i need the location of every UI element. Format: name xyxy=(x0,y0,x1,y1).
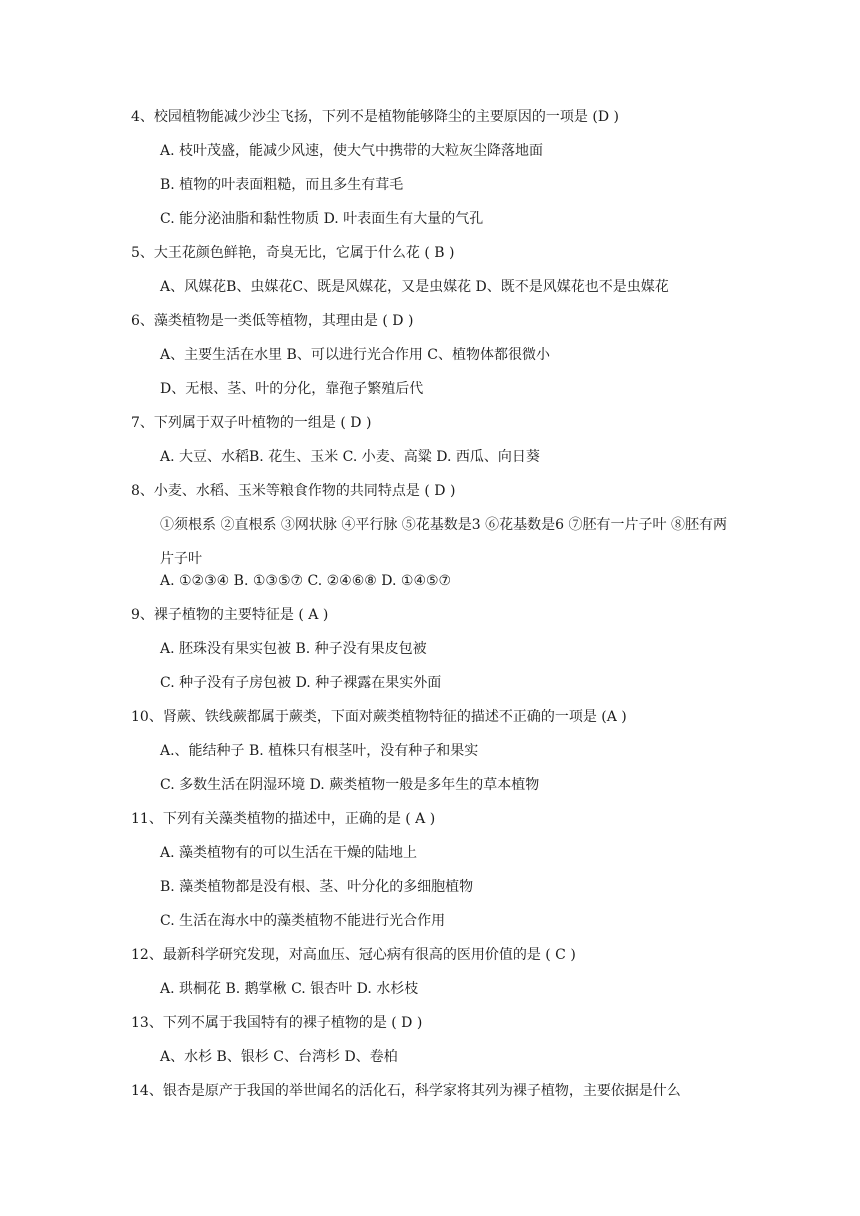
question-4-option-a: A. 枝叶茂盛，能减少风速，使大气中携带的大粒灰尘降落地面 xyxy=(160,143,544,159)
question-8-statements: ①须根系 ②直根系 ③网状脉 ④平行脉 ⑤花基数是3 ⑥花基数是6 ⑦胚有一片子叶 ⑧胚有两片子叶 xyxy=(160,517,727,567)
question-8: 8、小麦、水稻、玉米等粮食作物的共同特点是 ( D ) xyxy=(131,483,456,499)
question-5-options: A、风媒花B、虫媒花C、既是风媒花，又是虫媒花 D、既不是风媒花也不是虫媒花 xyxy=(160,279,669,295)
question-10: 10、肾蕨、铁线蕨都属于蕨类，下面对蕨类植物特征的描述不正确的一项是 (A ) xyxy=(131,709,627,725)
question-6-options-abc: A、主要生活在水里 B、可以进行光合作用 C、植物体都很微小 xyxy=(160,347,551,363)
question-7: 7、下列属于双子叶植物的一组是 ( D ) xyxy=(131,415,372,431)
question-13: 13、下列不属于我国特有的裸子植物的是 ( D ) xyxy=(131,1015,423,1031)
question-11-option-c: C. 生活在海水中的藻类植物不能进行光合作用 xyxy=(160,913,446,929)
question-7-options: A. 大豆、水稻B. 花生、玉米 C. 小麦、高粱 D. 西瓜、向日葵 xyxy=(160,449,540,465)
question-8-options: A. ①②③④ B. ①③⑤⑦ C. ②④⑥⑧ D. ①④⑤⑦ xyxy=(160,573,452,589)
question-5: 5、大王花颜色鲜艳，奇臭无比，它属于什么花 ( B ) xyxy=(131,245,455,261)
question-12-options: A. 珙桐花 B. 鹅掌楸 C. 银杏叶 D. 水杉枝 xyxy=(160,981,419,997)
question-13-options: A、水杉 B、银杉 C、台湾杉 D、卷柏 xyxy=(160,1049,398,1065)
question-9: 9、裸子植物的主要特征是 ( A ) xyxy=(131,607,329,623)
question-6: 6、藻类植物是一类低等植物，其理由是 ( D ) xyxy=(131,313,414,329)
question-4-option-b: B. 植物的叶表面粗糙，而且多生有茸毛 xyxy=(160,177,404,193)
question-11: 11、下列有关藻类植物的描述中，正确的是 ( A ) xyxy=(131,811,436,827)
question-10-options-cd: C. 多数生活在阴湿环境 D. 蕨类植物一般是多年生的草本植物 xyxy=(160,777,540,793)
question-11-option-a: A. 藻类植物有的可以生活在干燥的陆地上 xyxy=(160,845,418,861)
question-14: 14、银杏是原产于我国的举世闻名的活化石，科学家将其列为裸子植物，主要依据是什么 xyxy=(131,1083,681,1099)
question-9-options-cd: C. 种子没有子房包被 D. 种子裸露在果实外面 xyxy=(160,675,442,691)
question-4: 4、校园植物能减少沙尘飞扬，下列不是植物能够降尘的主要原因的一项是 (D ) xyxy=(131,109,619,125)
question-4-options-cd: C. 能分泌油脂和黏性物质 D. 叶表面生有大量的气孔 xyxy=(160,211,484,227)
question-10-options-ab: A.、能结种子 B. 植株只有根茎叶，没有种子和果实 xyxy=(160,743,479,759)
question-9-options-ab: A. 胚珠没有果实包被 B. 种子没有果皮包被 xyxy=(160,641,427,657)
question-11-option-b: B. 藻类植物都是没有根、茎、叶分化的多细胞植物 xyxy=(160,879,474,895)
question-6-option-d: D、无根、茎、叶的分化，靠孢子繁殖后代 xyxy=(160,381,424,397)
question-12: 12、最新科学研究发现，对高血压、冠心病有很高的医用价值的是 ( C ) xyxy=(131,947,576,963)
